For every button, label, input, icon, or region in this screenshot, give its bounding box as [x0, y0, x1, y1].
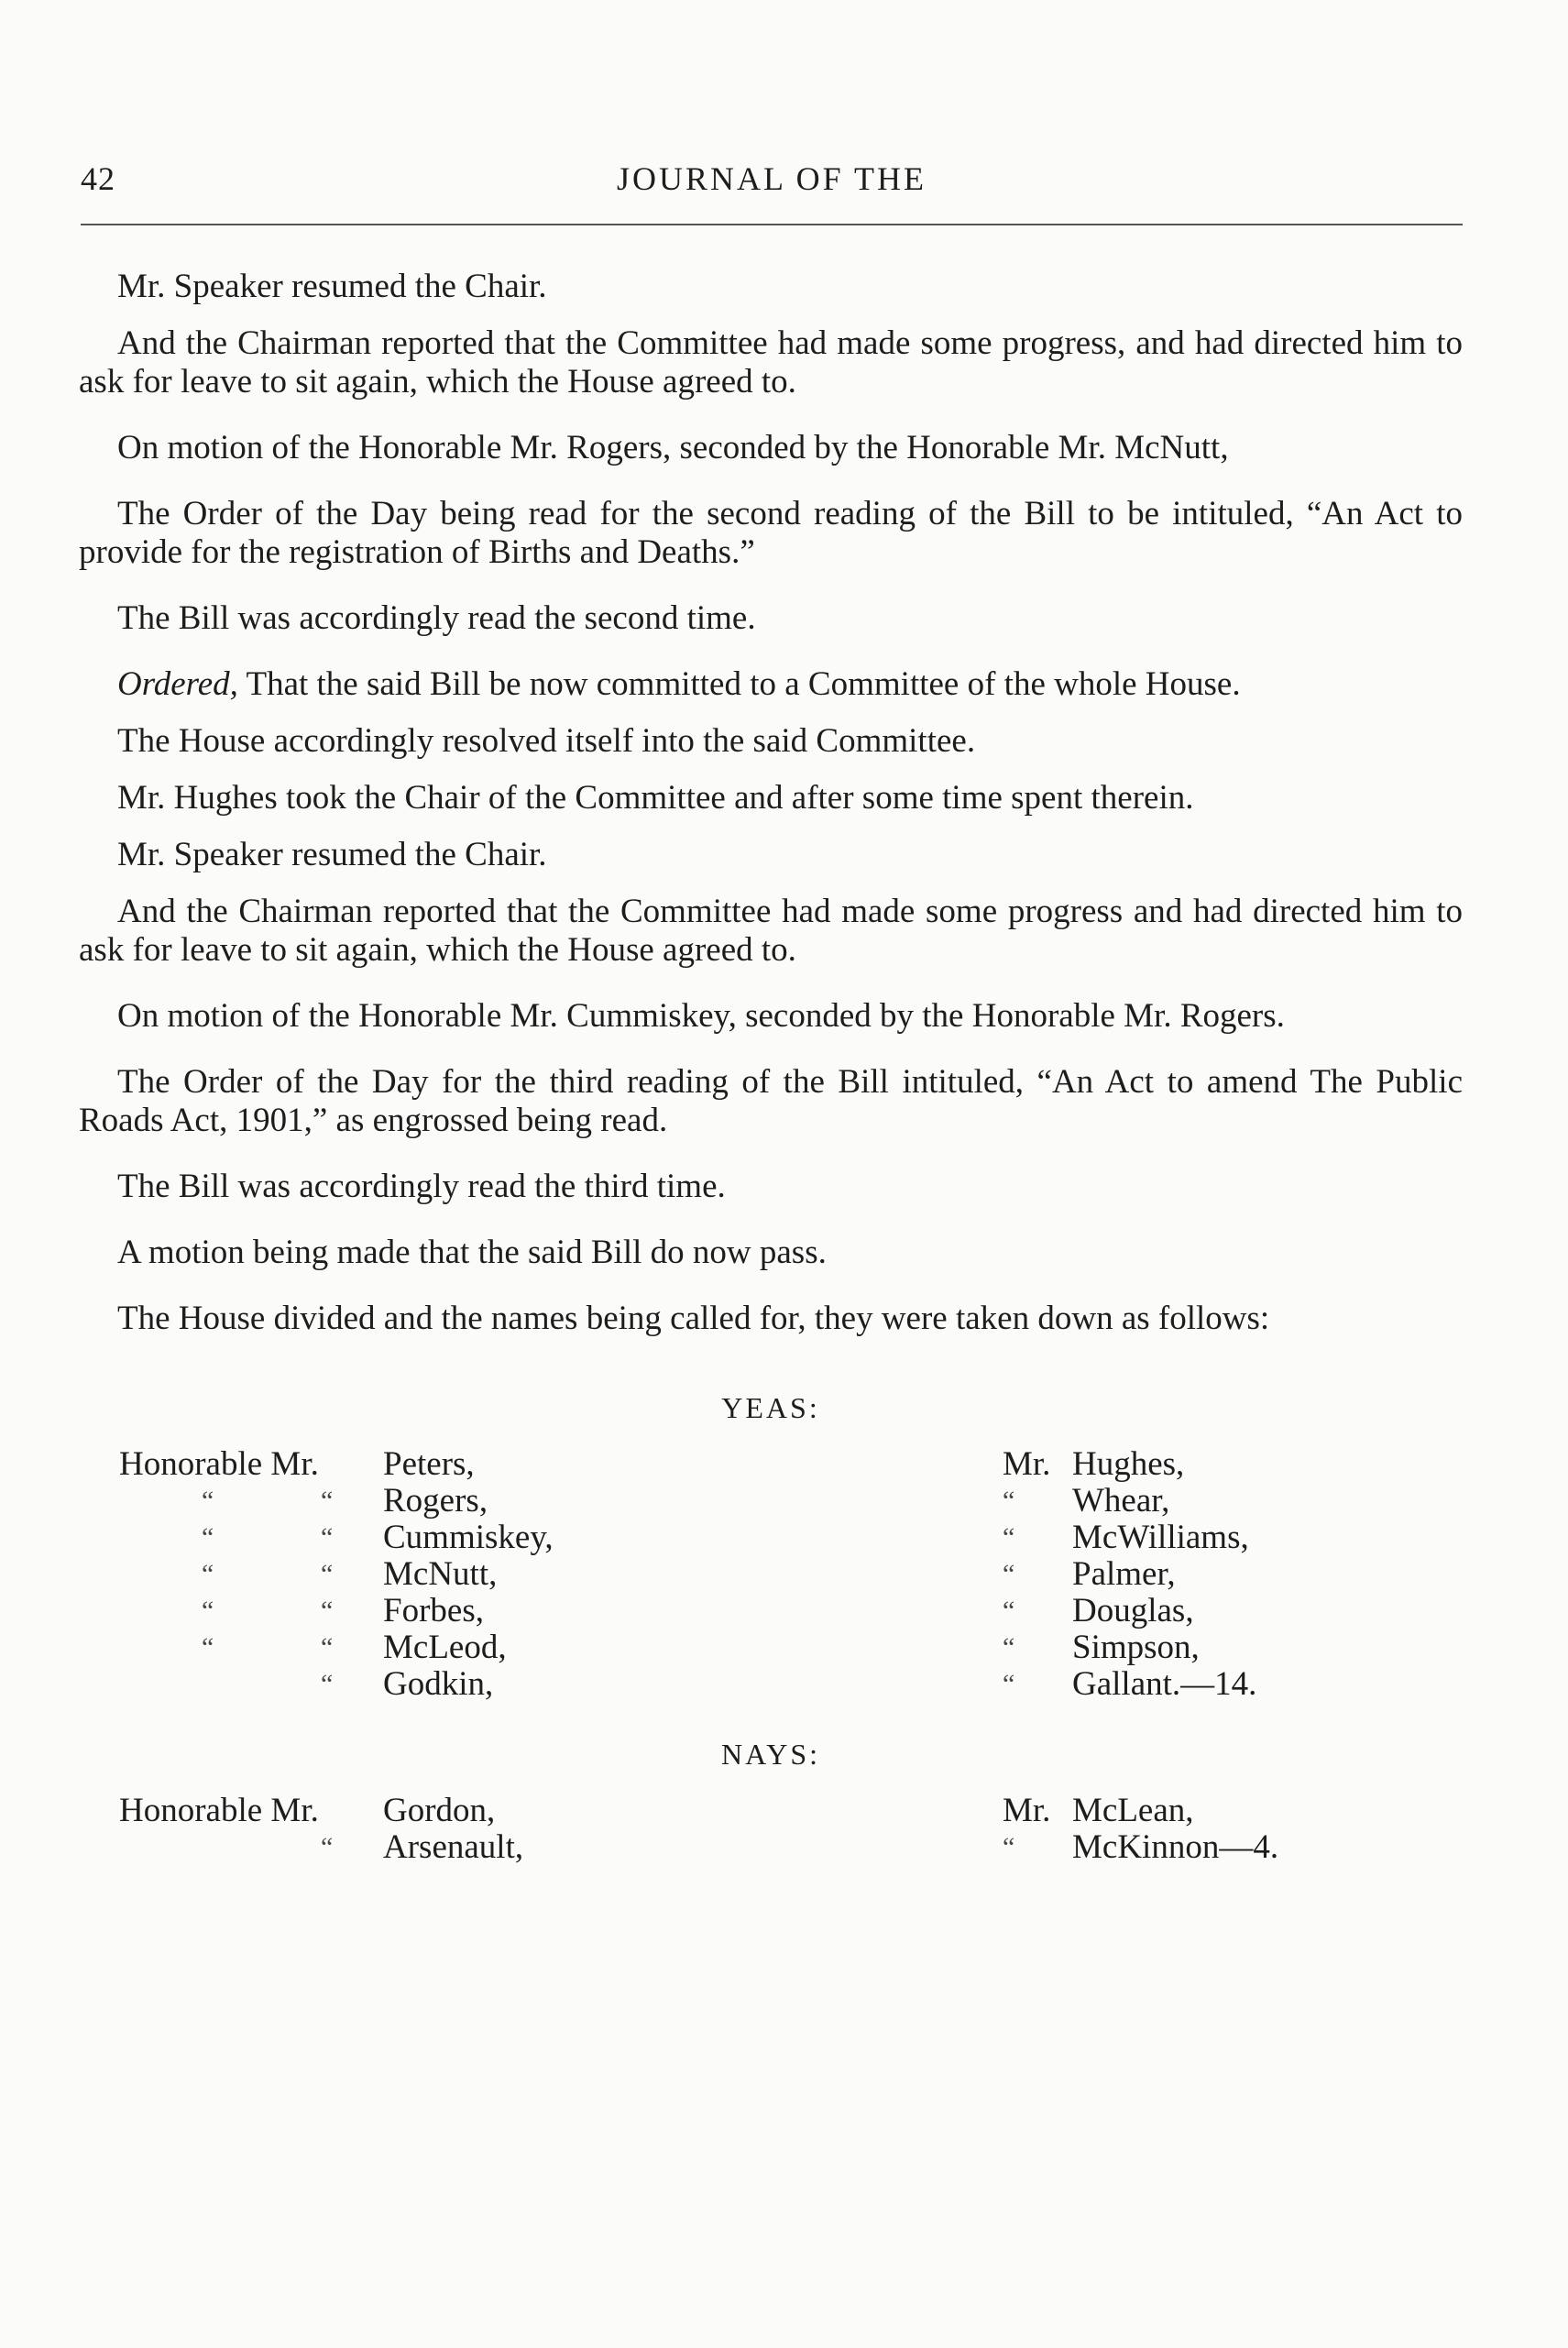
ditto-mark: “: [321, 1669, 334, 1699]
ditto-mark: “: [321, 1632, 334, 1662]
paragraph: The Bill was accordingly read the second time.: [117, 599, 756, 637]
page-header: [81, 154, 1463, 209]
ditto-mark: “: [1003, 1632, 1015, 1662]
member-prefix: Honorable Mr.: [119, 1445, 319, 1483]
member-name: Cummiskey,: [383, 1519, 554, 1556]
member-name: Rogers,: [383, 1482, 488, 1520]
ditto-mark: “: [202, 1486, 214, 1516]
paragraph: On motion of the Honorable Mr. Rogers, seconded by the Honorable Mr. McNutt,: [117, 429, 1229, 466]
paragraph: The Order of the Day being read for the second reading of the Bill to be intituled, “An Act to provide for the registration of Births and Deaths.”: [79, 495, 1463, 571]
member-name: McWilliams,: [1072, 1519, 1249, 1556]
member-name: McNutt,: [383, 1555, 498, 1593]
ditto-mark: “: [1003, 1832, 1015, 1862]
paragraph: On motion of the Honorable Mr. Cummiskey, seconded by the Honorable Mr. Rogers.: [117, 997, 1285, 1035]
ditto-mark: “: [321, 1522, 334, 1553]
member-prefix: Mr.: [1003, 1445, 1051, 1483]
member-name: Forbes,: [383, 1592, 484, 1629]
member-name: Simpson,: [1072, 1629, 1200, 1666]
paragraph: The House accordingly resolved itself into the said Committee.: [117, 722, 976, 760]
ordered-paragraph: [79, 665, 1463, 704]
ditto-mark: “: [202, 1522, 214, 1553]
member-name: McLean,: [1072, 1792, 1194, 1829]
ordered-text: That the said Bill be now committed to a Committee of the whole House.: [246, 665, 1241, 703]
journal-body: [79, 268, 1463, 1875]
page-number: 42: [81, 160, 115, 197]
member-name: Hughes,: [1072, 1445, 1185, 1483]
member-name: Gordon,: [383, 1792, 496, 1829]
paragraph: Mr. Speaker resumed the Chair.: [117, 268, 547, 305]
member-prefix: Mr.: [1003, 1792, 1051, 1829]
member-name: McKinnon—4.: [1072, 1828, 1279, 1866]
yeas-title: YEAS:: [721, 1391, 820, 1424]
ditto-mark: “: [321, 1832, 334, 1862]
ditto-mark: “: [321, 1596, 334, 1626]
ditto-mark: “: [202, 1559, 214, 1589]
ditto-mark: “: [202, 1596, 214, 1626]
paragraph: The Bill was accordingly read the third time.: [117, 1168, 726, 1205]
ditto-mark: “: [1003, 1522, 1015, 1553]
header-rule: [81, 224, 1463, 225]
member-name: Gallant.—14.: [1072, 1665, 1257, 1703]
ditto-mark: “: [1003, 1596, 1015, 1626]
ditto-mark: “: [202, 1632, 214, 1662]
running-title: JOURNAL OF THE: [616, 160, 927, 197]
ditto-mark: “: [1003, 1486, 1015, 1516]
member-name: Peters,: [383, 1445, 475, 1483]
paragraph: Mr. Speaker resumed the Chair.: [117, 836, 547, 873]
ditto-mark: “: [1003, 1669, 1015, 1699]
yeas-list: [79, 1446, 1463, 1712]
paragraph: A motion being made that the said Bill do now pass.: [117, 1234, 827, 1271]
member-name: Whear,: [1072, 1482, 1170, 1520]
member-name: Godkin,: [383, 1665, 494, 1703]
ditto-mark: “: [321, 1486, 334, 1516]
nays-title: NAYS:: [720, 1738, 821, 1771]
paragraph: And the Chairman reported that the Committee had made some progress, and had directed him to ask for leave to sit again, which the House agreed to.: [79, 324, 1463, 400]
ditto-mark: “: [321, 1559, 334, 1589]
nays-list: [79, 1793, 1463, 1875]
ordered-label: Ordered,: [117, 665, 238, 703]
member-name: Arsenault,: [383, 1828, 524, 1866]
member-prefix: Honorable Mr.: [119, 1792, 319, 1829]
member-name: McLeod,: [383, 1629, 507, 1666]
paragraph: Mr. Hughes took the Chair of the Committee and after some time spent therein.: [117, 779, 1194, 817]
member-name: Palmer,: [1072, 1555, 1176, 1593]
member-name: Douglas,: [1072, 1592, 1194, 1629]
paragraph: And the Chairman reported that the Committee had made some progress and had directed him to ask for leave to sit again, which the House agreed to.: [79, 893, 1463, 969]
paragraph: The House divided and the names being called for, they were taken down as follows:: [117, 1300, 1270, 1337]
paragraph: The Order of the Day for the third reading of the Bill intituled, “An Act to amend The Public Roads Act, 1901,” as engrossed being read.: [79, 1063, 1463, 1139]
ditto-mark: “: [1003, 1559, 1015, 1589]
